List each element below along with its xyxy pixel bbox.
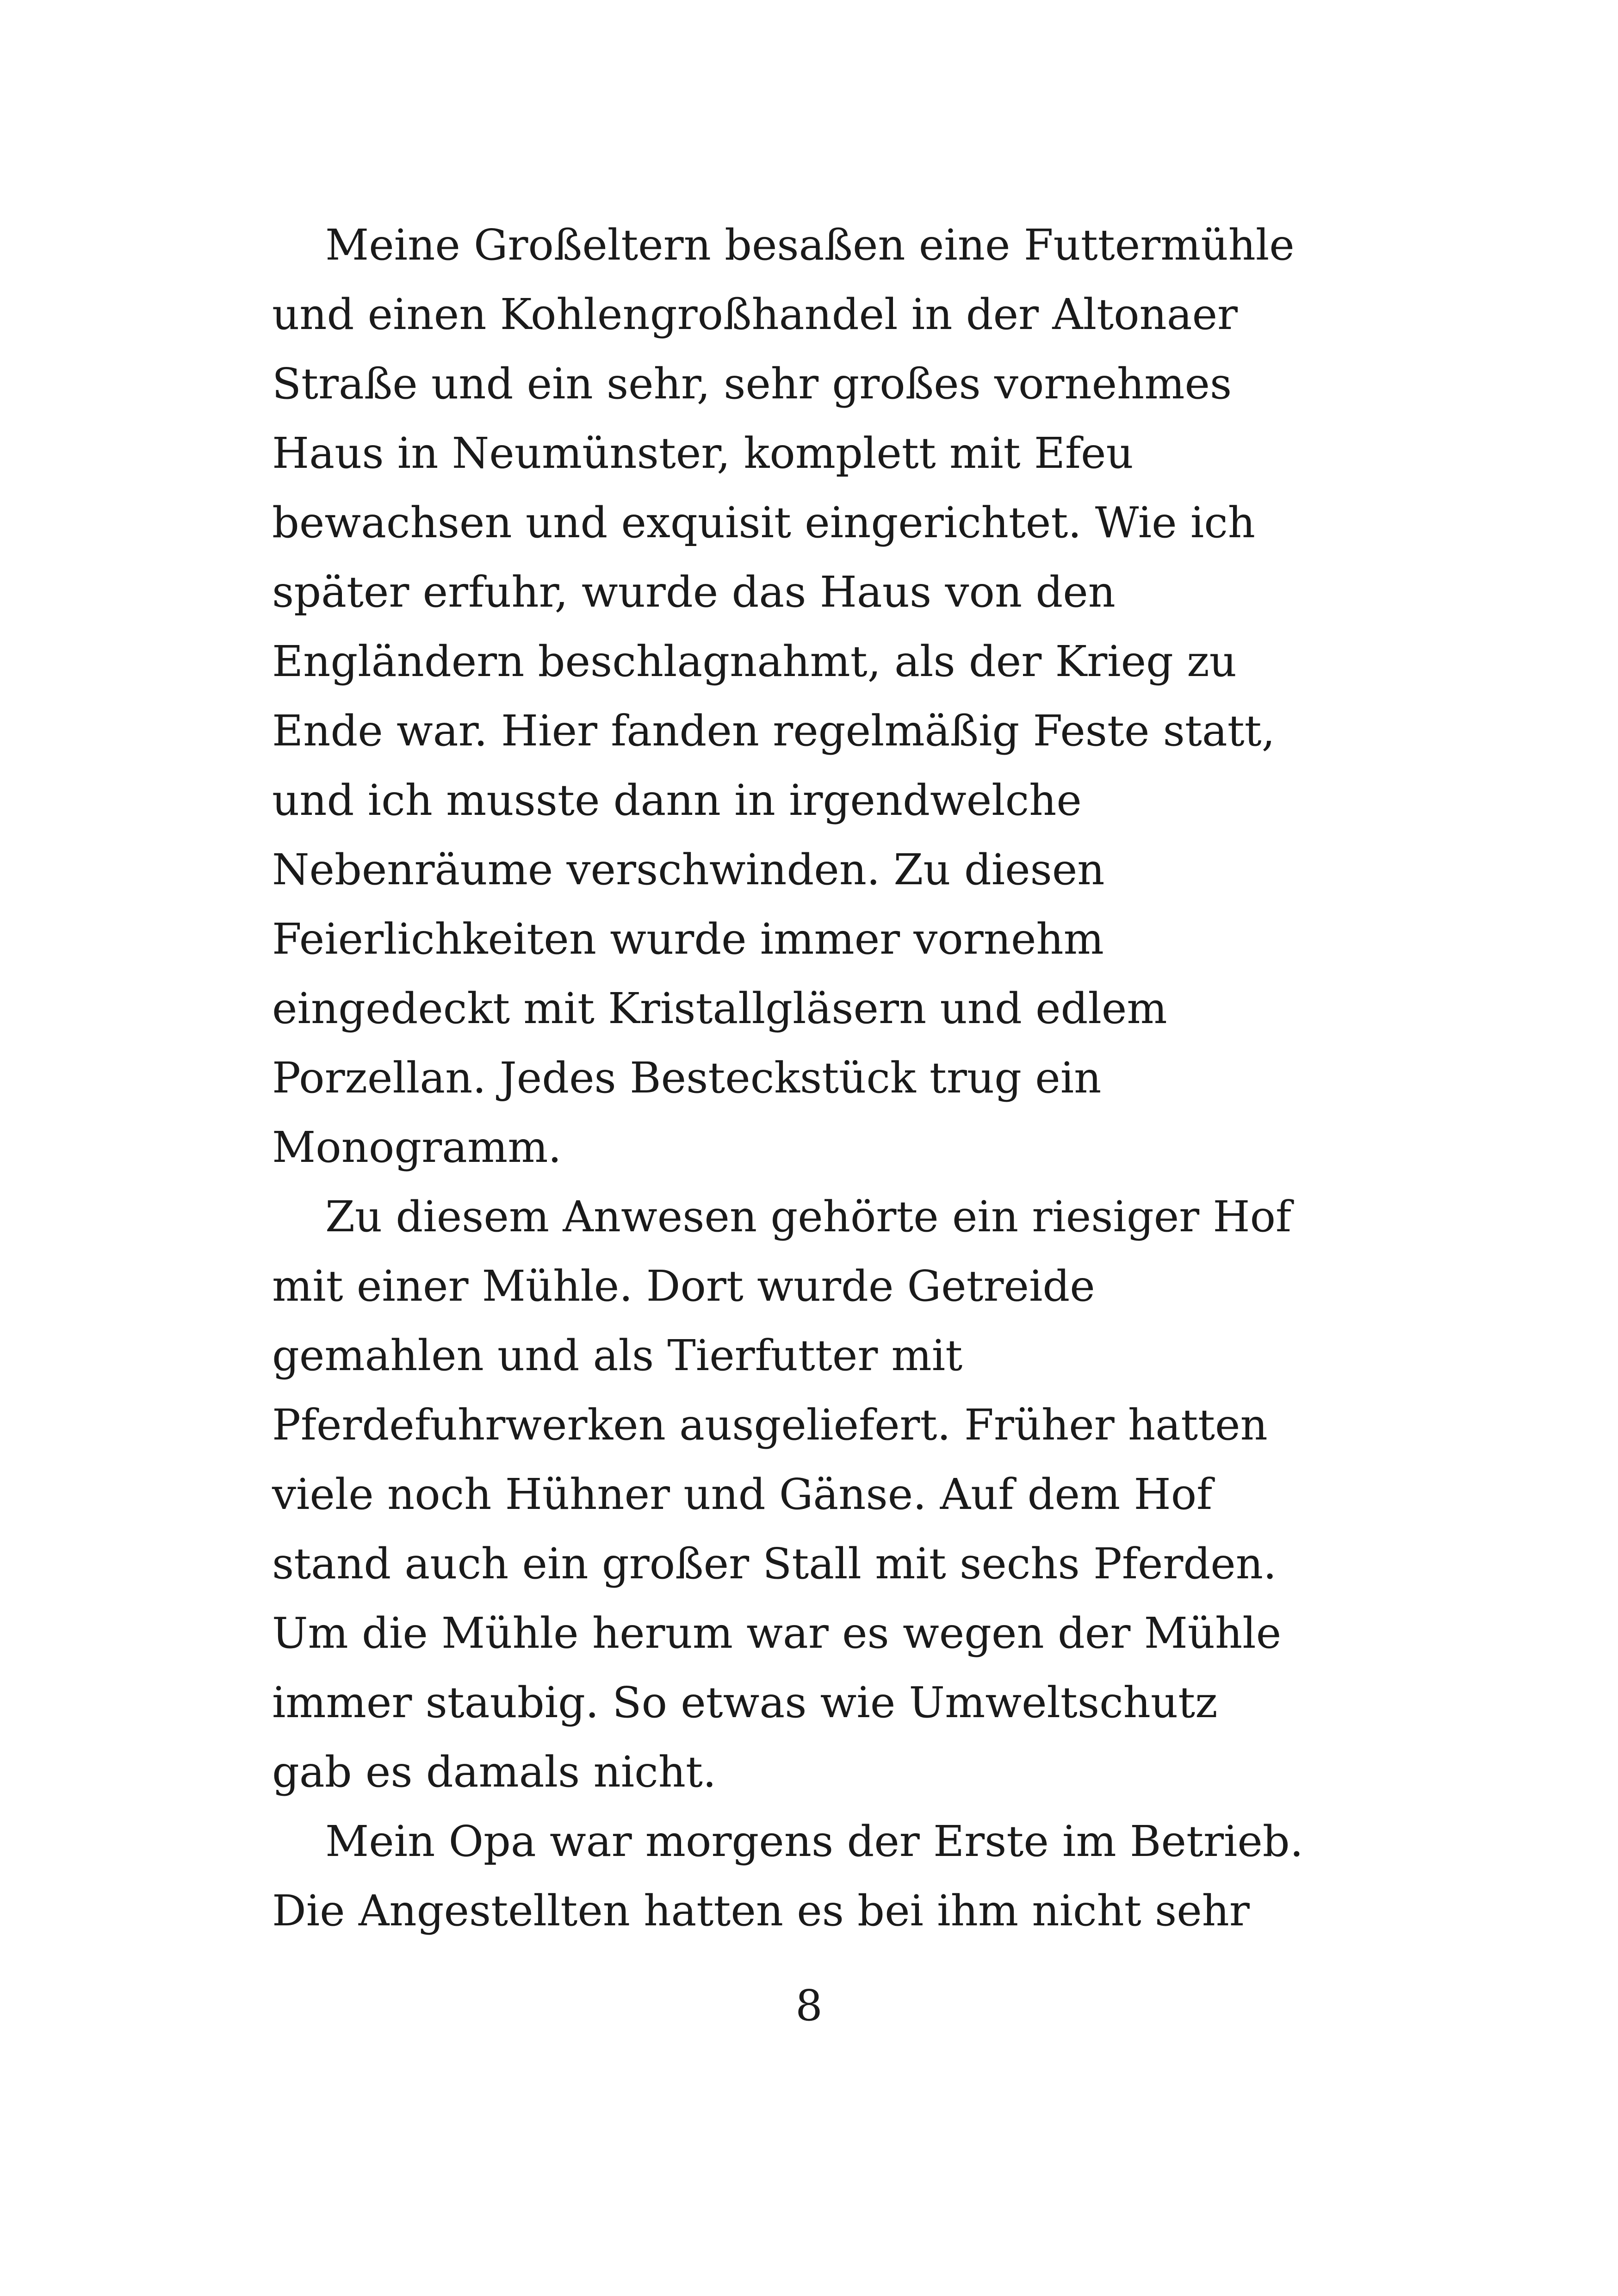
text-line: gab es damals nicht. — [272, 1747, 717, 1797]
text-line: Haus in Neumünster, komplett mit Efeu — [272, 428, 1134, 478]
text-line: Mein Opa war morgens der Erste im Betrieb. — [325, 1817, 1303, 1866]
text-line: viele noch Hühner und Gänse. Auf dem Hof — [272, 1470, 1213, 1519]
text-line: immer staubig. So etwas wie Umweltschutz — [272, 1678, 1218, 1727]
text-line: Meine Großeltern besaßen eine Futtermühle — [325, 220, 1295, 270]
page-number: 8 — [795, 1981, 823, 2030]
text-line: eingedeckt mit Kristallgläsern und edlem — [272, 984, 1167, 1033]
text-line: Die Angestellten hatten es bei ihm nicht sehr — [272, 1886, 1250, 1936]
text-line: Straße und ein sehr, sehr großes vornehmes — [272, 359, 1232, 409]
text-line: Nebenräume verschwinden. Zu diesen — [272, 845, 1105, 894]
text-line: mit einer Mühle. Dort wurde Getreide — [272, 1261, 1095, 1311]
text-line: Ende war. Hier fanden regelmäßig Feste statt, — [272, 706, 1275, 756]
text-line: Monogramm. — [272, 1123, 562, 1172]
text-line: und einen Kohlengroßhandel in der Altonaer — [272, 290, 1238, 339]
text-line: Engländern beschlagnahmt, als der Krieg zu — [272, 637, 1237, 686]
text-line: Pferdefuhrwerken ausgeliefert. Früher hatten — [272, 1400, 1268, 1450]
text-line: Feierlichkeiten wurde immer vornehm — [272, 914, 1104, 964]
text-line: bewachsen und exquisit eingerichtet. Wie ich — [272, 498, 1256, 547]
text-line: stand auch ein großer Stall mit sechs Pferden. — [272, 1539, 1277, 1589]
text-line: Zu diesem Anwesen gehörte ein riesiger Hof — [325, 1192, 1292, 1241]
text-line: und ich musste dann in irgendwelche — [272, 776, 1082, 825]
body-text — [272, 211, 1382, 1946]
text-line: später erfuhr, wurde das Haus von den — [272, 567, 1116, 617]
text-line: gemahlen und als Tierfutter mit — [272, 1331, 963, 1380]
text-line: Um die Mühle herum war es wegen der Mühle — [272, 1608, 1282, 1658]
text-line: Porzellan. Jedes Besteckstück trug ein — [272, 1053, 1102, 1103]
